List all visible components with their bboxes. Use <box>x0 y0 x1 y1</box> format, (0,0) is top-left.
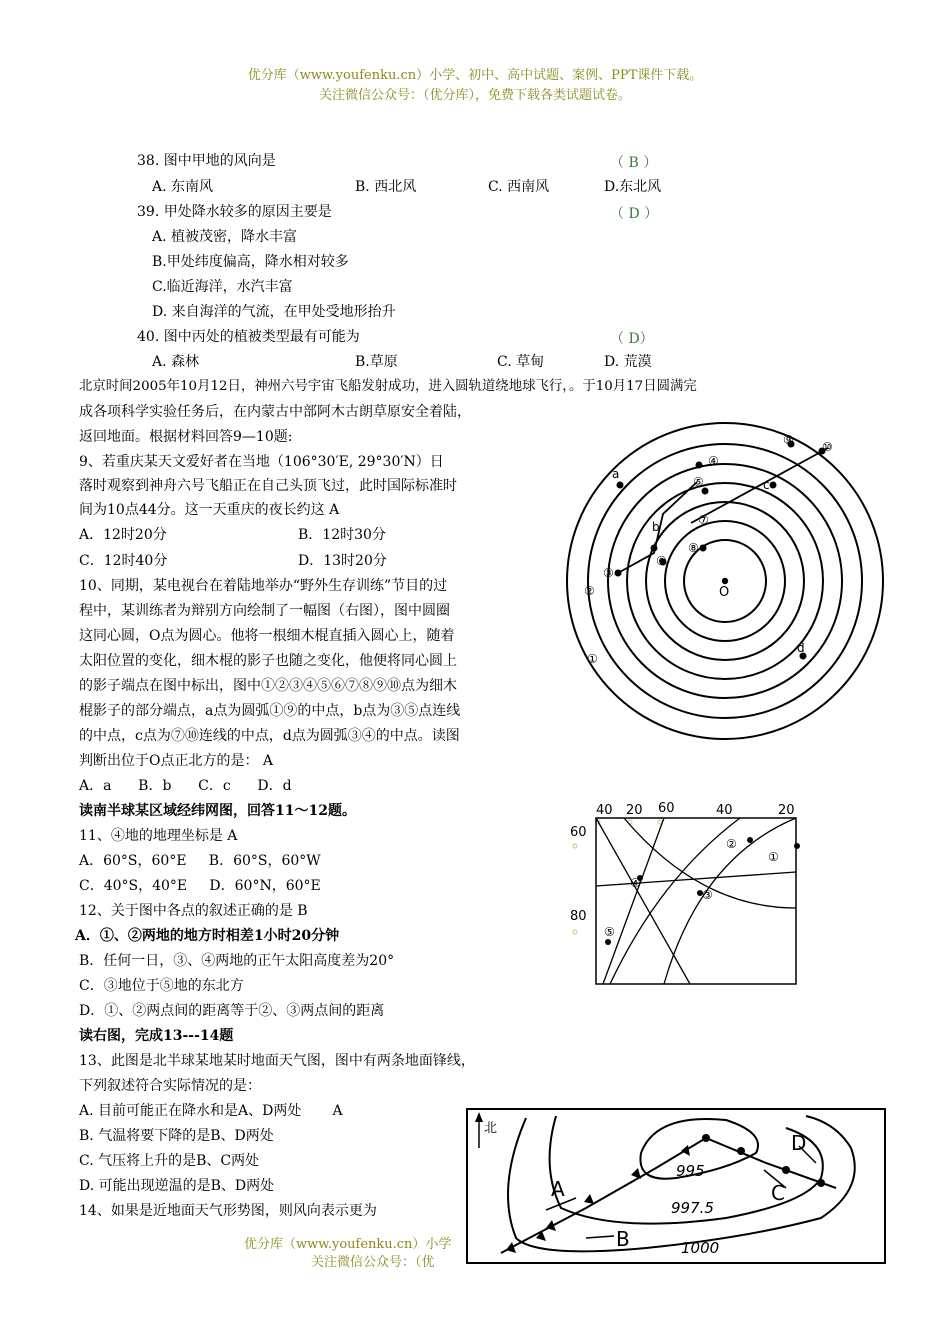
q10-line-8: 判断出位于O点正北方的是： A <box>79 753 274 769</box>
grid-point-2-label: ② <box>726 837 737 851</box>
q9-option-c: C．12时40分 <box>79 553 168 569</box>
q40-option-c: C. 草甸 <box>497 354 545 370</box>
q12-option-d: D．①、②两点间的距离等于②、③两点间的距离 <box>79 1003 385 1019</box>
q38-option-c: C. 西南风 <box>488 179 550 195</box>
q40-option-b: B.草原 <box>355 354 398 370</box>
q38-stem: 38. 图中甲地的风向是 <box>137 153 276 169</box>
lat-label-80: 80 <box>570 909 587 924</box>
north-label: 北 <box>484 1121 498 1136</box>
q11-stem: 11、④地的地理坐标是 A <box>79 828 238 844</box>
q14-stem: 14、如果是近地面天气形势图，则风向表示更为 <box>79 1203 377 1219</box>
shadow-diagram <box>560 415 890 745</box>
grid-point-4-label: ④ <box>630 876 641 890</box>
q40-option-a: A. 森林 <box>152 354 200 370</box>
point-1-label: ① <box>587 652 598 666</box>
q11-options-row-2: C．40°S，40°E D．60°N，60°E <box>79 878 321 894</box>
label-d: D <box>791 1131 807 1155</box>
header-line-2: 关注微信公众号：（优分库），免费下载各类试题试卷。 <box>318 88 631 103</box>
q38-option-a: A. 东南风 <box>152 179 214 195</box>
q13-option-c: C. 气压将上升的是B、C两处 <box>79 1153 260 1169</box>
point-3-label: ③ <box>603 566 614 580</box>
q9-line-3: 间为10点44分。这一天重庆的夜长约这 A <box>79 502 340 518</box>
q9-line-1: 9、若重庆某天文爱好者在当地（106°30′E, 29°30′N）日 <box>79 454 444 470</box>
q39-stem: 39. 甲处降水较多的原因主要是 <box>137 204 332 220</box>
lon-label-20-right: 20 <box>778 803 795 818</box>
passage3: 读右图，完成13---14题 <box>79 1028 234 1044</box>
point-7-label: ⑦ <box>698 513 709 527</box>
passage1-line-2: 成各项科学实验任务后，在内蒙古中部阿木古朗草原安全着陆， <box>79 404 471 420</box>
q13-option-b: B. 气温将要下降的是B、D两处 <box>79 1128 274 1144</box>
q39-answer: （ D ） <box>610 206 659 222</box>
passage1-line-3: 返回地面。根据材料回答9—10题: <box>79 429 293 445</box>
footer-line-2: 关注微信公众号：（优 <box>311 1255 435 1270</box>
center-o-label: O <box>719 585 730 600</box>
q10-options: A．a B．b C．c D．d <box>79 778 292 794</box>
passage2: 读南半球某区域经纬网图，回答11～12题。 <box>79 803 356 819</box>
label-a: A <box>551 1177 565 1201</box>
q39-option-d: D. 来自海洋的气流，在甲处受地形抬升 <box>152 304 396 320</box>
q11-options-row-1: A．60°S，60°E B．60°S，60°W <box>79 853 321 869</box>
point-b-label: b <box>652 520 660 534</box>
q13-option-d: D. 可能出现逆温的是B、D两处 <box>79 1178 275 1194</box>
lat-label-60: 60 <box>570 825 587 840</box>
point-5-label: ⑤ <box>693 475 704 489</box>
q38-answer: （ B ） <box>610 155 658 171</box>
point-4-label: ④ <box>708 454 719 468</box>
q13-line-1: 13、此图是北半球某地某时地面天气图，图中有两条地面锋线， <box>79 1053 475 1069</box>
lon-label-20-left: 20 <box>626 803 643 818</box>
point-c-label: c <box>763 478 770 492</box>
label-c: C <box>771 1181 785 1205</box>
lon-label-40-right: 40 <box>716 803 733 818</box>
q10-line-6: 棍影子的部分端点，a点为圆弧①⑨的中点，b点为③⑤点连线 <box>79 703 461 719</box>
grid-point-5-label: ⑤ <box>604 925 615 939</box>
grid-point-1-label: ① <box>768 850 779 864</box>
weather-map <box>466 1108 886 1264</box>
q9-option-d: D．13时20分 <box>298 553 387 569</box>
q9-option-b: B．12时30分 <box>298 527 386 543</box>
lon-label-40-left: 40 <box>596 803 613 818</box>
q39-option-a: A. 植被茂密，降水丰富 <box>152 229 298 245</box>
q39-option-b: B.甲处纬度偏高，降水相对较多 <box>152 254 349 270</box>
q9-option-a: A．12时20分 <box>79 527 167 543</box>
q40-answer: （ D） <box>610 331 654 347</box>
q10-line-2: 程中，某训练者为辩别方向绘制了一幅图（右图），图中圆圈 <box>79 603 450 619</box>
header-line-1: 优分库（www.youfenku.cn）小学、初中、高中试题、案例、PPT课件下载。 <box>247 68 703 83</box>
q10-line-3: 这同心圆，O点为圆心。他将一根细木棍直插入圆心上，随着 <box>79 628 455 644</box>
point-6-label: ⑥ <box>656 554 667 568</box>
q38-option-b: B. 西北风 <box>355 179 417 195</box>
q13-option-a: A. 目前可能正在降水和是A、D两处 A <box>79 1103 343 1119</box>
isobar-995-label: 995 <box>676 1162 705 1180</box>
graticule-map <box>560 798 810 988</box>
q12-option-c: C．③地位于⑤地的东北方 <box>79 978 244 994</box>
q12-stem: 12、关于图中各点的叙述正确的是 B <box>79 903 308 919</box>
point-9-label: ⑨ <box>783 433 794 447</box>
q12-option-a: A．①、②两地的地方时相差1小时20分钟 <box>75 928 340 944</box>
q39-option-c: C.临近海洋，水汽丰富 <box>152 279 293 295</box>
passage1-line-1: 北京时间2005年10月12日，神州六号宇宙飞船发射成功，进入圆轨道绕地球飞行，。于10月17日圆满完 <box>79 379 697 394</box>
grid-point-3-label: ③ <box>702 888 713 902</box>
q13-line-2: 下列叙述符合实际情况的是： <box>79 1078 261 1094</box>
footer-line-1: 优分库（www.youfenku.cn）小学 <box>244 1237 452 1252</box>
point-8-label: ⑧ <box>688 541 699 555</box>
isobar-1000-label: 1000 <box>681 1239 720 1257</box>
label-b: B <box>616 1227 630 1251</box>
q10-line-4: 太阳位置的变化，细木棍的影子也随之变化，他便将同心圆上 <box>79 653 457 669</box>
isobar-9975-label: 997.5 <box>671 1199 714 1217</box>
q40-stem: 40. 图中丙处的植被类型最有可能为 <box>137 329 360 345</box>
point-10-label: ⑩ <box>822 440 833 454</box>
q40-option-d: D. 荒漠 <box>604 354 652 370</box>
q10-line-7: 的中点，c点为⑦⑩连线的中点，d点为圆弧③④的中点。读图 <box>79 728 460 744</box>
q38-option-d: D.东北风 <box>604 179 662 195</box>
point-a-label: a <box>612 467 620 481</box>
q10-line-5: 的影子端点在图中标出，图中①②③④⑤⑥⑦⑧⑨⑩点为细木 <box>79 678 457 694</box>
q9-line-2: 落时观察到神舟六号飞船正在自己头顶飞过，此时国际标准时 <box>79 478 457 494</box>
point-d-label: d <box>797 641 805 655</box>
q12-option-b: B．任何一日，③、④两地的正午太阳高度差为20° <box>79 953 395 969</box>
lon-label-60: 60 <box>658 801 675 816</box>
point-2-label: ② <box>584 584 595 598</box>
q10-line-1: 10、同期，某电视台在着陆地举办“野外生存训练”节目的过 <box>79 578 448 594</box>
